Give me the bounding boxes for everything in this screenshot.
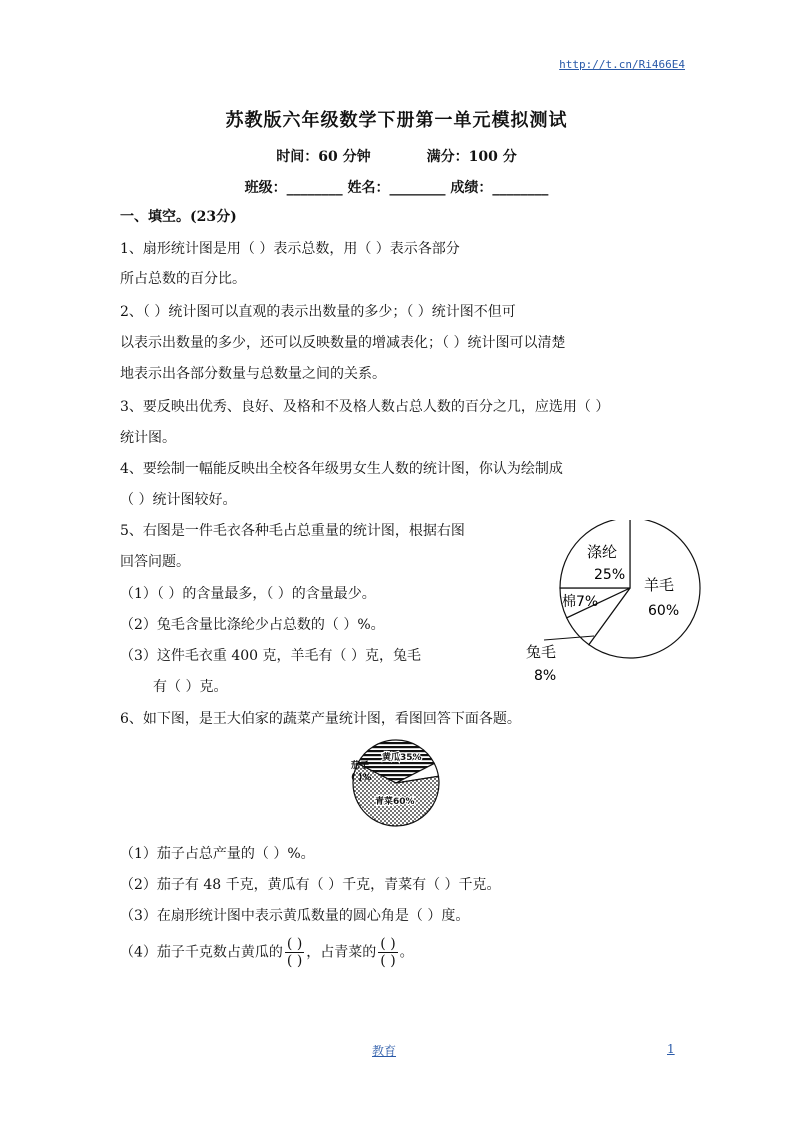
student-info: 班级：________ 姓名：________ 成绩：________ [244,180,549,196]
fraction-numerator: ( ) [286,936,303,952]
q3-line1: 3、要反映出优秀、良好、及格和不及格人数占总人数的百分之几，应选用（ ） [120,399,610,415]
pie5-label-rabbit: 兔毛 [526,643,557,661]
header-url[interactable]: http://t.cn/Ri466E4 [559,58,685,71]
q2-line3: 地表示出各部分数量与总数量之间的关系。 [120,366,386,382]
wool-pie-chart [520,520,710,690]
q6-sub4-text-b: ，占青菜的 [306,944,377,961]
fraction-denominator: ( ) [286,953,303,969]
q5-sub2: （2）兔毛含量比涤纶少占总数的（ ）%。 [120,617,385,633]
q5-sub3a: （3）这件毛衣重 400 克，羊毛有（ ）克，兔毛 [120,648,421,664]
q6-sub3: （3）在扇形统计图中表示黄瓜数量的圆心角是（ ）度。 [120,908,470,924]
q1-line1: 1、扇形统计图是用（ ）表示总数，用（ ）表示各部分 [120,241,460,257]
pie6-label-greens: 青菜60% [375,797,415,807]
q2-line2: 以表示出数量的多少，还可以反映数量的增减表化；（ ）统计图可以清楚 [120,335,566,351]
q5-line2: 回答问题。 [120,554,190,570]
q6-sub2: （2）茄子有 48 千克，黄瓜有（ ）千克，青菜有（ ）千克。 [120,877,501,893]
q6-line1: 6、如下图，是王大伯家的蔬菜产量统计图，看图回答下面各题。 [120,711,521,727]
exam-score: 满分：100 分 [426,149,517,165]
pie6-label-cucumber: 黄瓜35% [382,753,422,763]
pie6-value-eggplant: ( )% [351,773,372,783]
pie6-label-eggplant: 茄子 [351,761,370,771]
q6-sub4-text-c: 。 [399,944,414,961]
fraction-numerator: ( ) [380,936,396,952]
page-title: 苏教版六年级数学下册第一单元模拟测试 [225,110,568,131]
pie5-value-rabbit: 8% [534,668,557,684]
fraction-blank-1[interactable] [285,936,304,969]
page-number: 1 [667,1042,675,1056]
q3-line2: 统计图。 [120,430,176,446]
exam-meta [0,146,793,166]
pie5-label-cotton: 棉7% [562,594,599,610]
q6-sub4-text-a: （4）茄子千克数占黄瓜的 [120,944,283,961]
q6-sub1: （1）茄子占总产量的（ ）%。 [120,846,315,862]
exam-time: 时间：60 分钟 [276,149,371,165]
q5-line1: 5、右图是一件毛衣各种毛占总重量的统计图，根据右图 [120,523,465,539]
pie5-label-polyester: 涤纶 [587,543,618,561]
fraction-blank-2[interactable] [378,936,397,969]
pie5-value-wool: 60% [648,603,680,619]
pie5-value-polyester: 25% [594,567,626,583]
footer-link[interactable]: 教育 [372,1044,397,1058]
q6-sub4 [120,936,414,969]
q4-line2: （ ）统计图较好。 [120,492,237,508]
pie5-label-wool: 羊毛 [644,576,675,594]
q2-line1: 2、（ ）统计图可以直观的表示出数量的多少；（ ）统计图不但可 [120,304,516,320]
section-heading: 一、填空。(23分) [120,209,237,225]
q1-line2: 所占总数的百分比。 [120,271,246,287]
q5-sub3b: 有（ ）克。 [153,679,228,695]
vegetable-pie-chart [346,738,446,828]
fraction-denominator: ( ) [380,953,396,969]
q5-sub1: （1）（ ）的含量最多，（ ）的含量最少。 [120,586,376,602]
q4-line1: 4、要绘制一幅能反映出全校各年级男女生人数的统计图，你认为绘制成 [120,461,563,477]
